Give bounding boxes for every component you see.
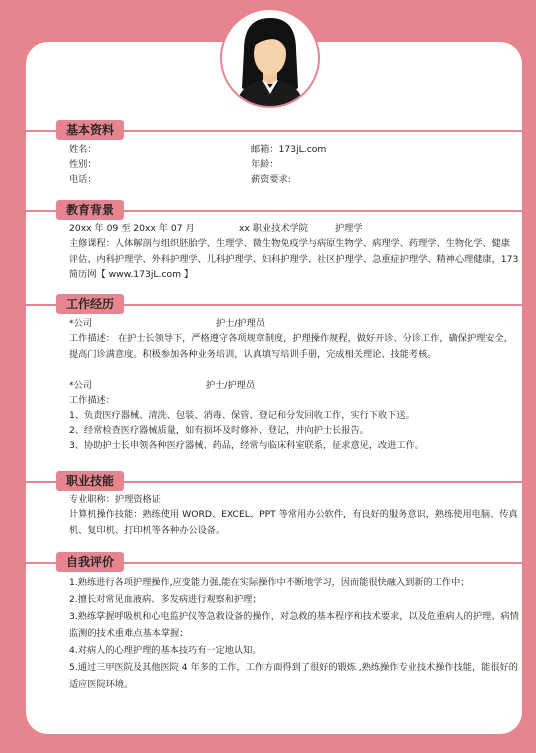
job-description: 工作描述： 在护士长领导下，严格遵守各项规章制度，护理操作规程，做好开诊、分诊工作，确保护理安全，提高门诊满意度。积极参加各种业务培训，认真填写培训手册，完成相关理论、技能考核。 [69, 333, 513, 360]
age-label: 年龄： [251, 159, 279, 170]
info-row [69, 172, 519, 187]
self-eval-item: 1.熟练进行各项护理操作,应变能力强,能在实际操作中不断地学习，因而能很快融入到新的工作中； [69, 577, 470, 588]
basic-info-section [0, 120, 536, 142]
education-section [0, 200, 536, 222]
avatar [220, 8, 320, 108]
self-eval-item: 4.对病人的心理护理的基本技巧有一定地认知。 [69, 645, 262, 656]
work-body [69, 316, 519, 453]
section-header [0, 471, 536, 493]
skills-section [0, 471, 536, 493]
info-row [69, 157, 519, 172]
job-position: 护士/护理员 [216, 318, 266, 329]
courses-text: 主修课程：人体解剖与组织胚胎学、生理学、微生物免疫学与病原生物学、病理学、药理学、生物化学、健康评估、内科护理学、外科护理学、儿科护理学、妇科护理学、社区护理学、急重症护理学、精神心理健康，173 简历网【 www.173jL.com 】 [69, 238, 519, 280]
section-header [0, 200, 536, 222]
computer-skills-text: 计算机操作技能：熟练使用 WORD、EXCEL、PPT 等常用办公软件，有良好的服务意识，熟练使用电脑、传真机、复印机、打印机等各种办公设备。 [69, 509, 518, 536]
name-label: 姓名： [69, 144, 97, 155]
job-duty-item: 3、协助护士长申领各种医疗器械、药品，经常与临床科室联系，征求意见，改进工作。 [69, 440, 424, 451]
education-body [69, 221, 519, 283]
job-company: *公司 [69, 380, 92, 391]
job-header [69, 378, 519, 393]
education-period: 20xx 年 09 至 20xx 年 07 月 [69, 223, 195, 234]
section-title-work: 工作经历 [56, 294, 124, 314]
section-title-basic: 基本资料 [56, 120, 124, 140]
section-title-self: 自我评价 [56, 552, 124, 572]
self-eval-item: 5.通过三甲医院及其他医院 4 年多的工作，工作方面得到了很好的锻炼 ,熟练操作专业技术操作技能，能很好的适应医院环境。 [69, 662, 518, 690]
section-title-skills: 职业技能 [56, 471, 124, 491]
basic-info-body [69, 142, 519, 187]
school-name: xx 职业技术学院 [239, 223, 308, 234]
email-label: 邮箱：173jL.com [251, 144, 327, 155]
major-name: 护理学 [335, 223, 363, 234]
job-duty-item: 2、经常检查医疗器械质量，如有损坏及时修补、登记，并向护士长报告。 [69, 425, 369, 436]
education-row [69, 221, 519, 236]
self-eval-item: 2.擅长对常见血液病、多发病进行观察和护理； [69, 594, 262, 605]
job-duty-item: 1、负责医疗器械、清洗、包装、消毒、保管、登记和分发回收工作，实行下收下送。 [69, 410, 415, 421]
salary-label: 薪资要求: [251, 174, 291, 185]
section-header [0, 552, 536, 574]
job-company: *公司 [69, 318, 92, 329]
job-position: 护士/护理员 [206, 380, 256, 391]
cert-text: 专业职称：护理资格证 [69, 494, 161, 505]
job-desc-label: 工作描述： [69, 395, 115, 406]
self-eval-section [0, 552, 536, 574]
phone-label: 电话： [69, 174, 97, 185]
skills-body [69, 492, 519, 538]
gender-label: 性别： [69, 159, 97, 170]
section-header [0, 294, 536, 316]
avatar-illustration [222, 10, 318, 106]
info-row [69, 142, 519, 157]
section-title-education: 教育背景 [56, 200, 124, 220]
job-header [69, 316, 519, 331]
section-header [0, 120, 536, 142]
self-eval-item: 3.熟练掌握呼吸机和心电监护仪等急救设备的操作，对急救的基本程序和技术要求，以及危重病人的护理、病情监测的技术重难点基本掌握； [69, 611, 519, 639]
work-section [0, 294, 536, 316]
self-eval-body [69, 574, 519, 693]
